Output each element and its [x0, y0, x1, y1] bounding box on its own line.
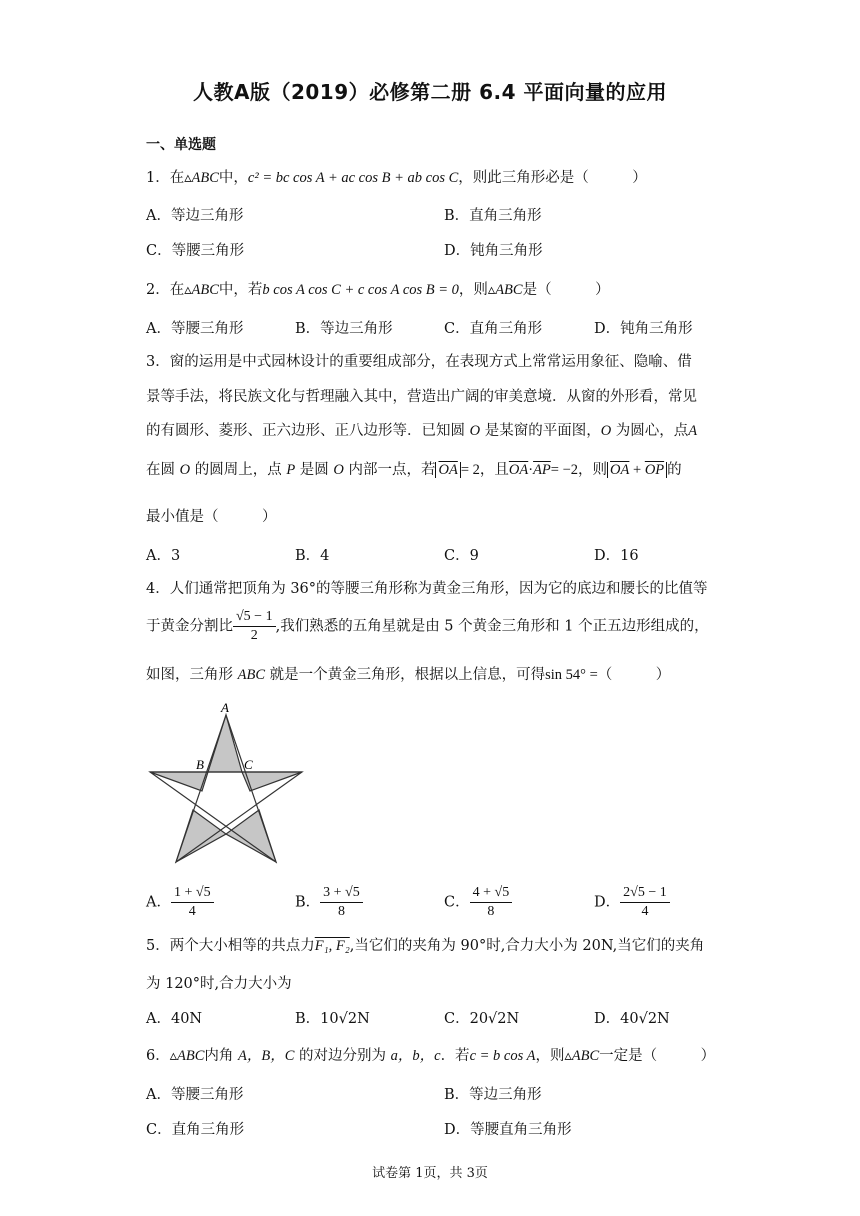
left-arm	[150, 772, 208, 791]
q6-option-c: C．直角三角形	[146, 1122, 245, 1138]
page-title: 人教A版（2019）必修第二册 6.4 平面向量的应用	[193, 80, 667, 104]
section-heading: 一、单选题	[146, 137, 216, 153]
q6-option-b: B．等边三角形	[444, 1087, 542, 1103]
q1-option-a: A．等边三角形	[146, 208, 244, 224]
golden-ratio-fraction: $\frac{√5 - 1}{2}$	[233, 608, 276, 645]
q5-option-c: C．20√2N	[444, 1011, 520, 1027]
q2-option-b: B．等边三角形	[295, 321, 393, 337]
q1-option-b: B．直角三角形	[444, 208, 542, 224]
q4-option-a: A． $\frac{1 + √5}{4}$	[146, 884, 214, 921]
page-footer: 试卷第 1页，共 3页	[372, 1166, 488, 1181]
vertex-label-a: A	[221, 700, 229, 715]
left-leg	[176, 810, 226, 862]
question-3-line-1: 3．窗的运用是中式园林设计的重要组成部分，在表现方式上常常运用象征、隐喻、借	[146, 354, 692, 370]
q5-option-a: A．40N	[146, 1011, 203, 1027]
pentagram-figure	[146, 700, 306, 870]
question-3-line-4: 在圆 O 的圆周上，点 P 是圆 O 内部一点，若 $\overline{OA} = 2$，且$\overline{OA}\cdot\overline{AP}= -2$，则 $\overline{OA} + \overline{OP}$ 的	[146, 462, 682, 478]
golden-triangle-abc	[208, 715, 242, 772]
question-2-stem: 2．在▵ABC中，若b cos A cos C + c cos A cos B = 0，则▵ABC是（ ）	[146, 282, 610, 298]
q4-option-d: D． $\frac{2√5 - 1}{4}$	[594, 884, 670, 921]
q1-option-c: C．等腰三角形	[146, 243, 245, 259]
q3-option-b: B．4	[295, 548, 330, 564]
q2-option-c: C．直角三角形	[444, 321, 543, 337]
question-3-line-3: 的有圆形、菱形、正六边形、正八边形等．已知圆 O 是某窗的平面图，O 为圆心，点A	[146, 423, 698, 439]
q1-option-d: D．钝角三角形	[444, 243, 543, 259]
q5-option-d: D．40√2N	[594, 1011, 670, 1027]
q3-option-c: C．9	[444, 548, 479, 564]
question-5-line-2: 为 120°时,合力大小为	[146, 976, 292, 992]
vertex-label-b: B	[196, 757, 204, 772]
question-4-line-1: 4．人们通常把顶角为 36°的等腰三角形称为黄金三角形，因为它的底边和腰长的比值等	[146, 581, 708, 597]
question-1-stem: 1．在▵ABC中，c² = bc cos A + ac cos B + ab cos C，则此三角形必是（ ）	[146, 170, 647, 186]
question-3-line-2: 景等手法，将民族文化与哲理融入其中，营造出广阔的审美意境．从窗的外形看，常见	[146, 389, 697, 405]
question-6-stem: 6．▵ABC内角 A，B，C 的对边分别为 a，b，c．若c = b cos A，则▵ABC一定是（ ）	[146, 1048, 716, 1064]
vertex-label-c: C	[244, 757, 253, 772]
q6-option-a: A．等腰三角形	[146, 1087, 244, 1103]
question-4-line-3: 如图，三角形 ABC 就是一个黄金三角形，根据以上信息，可得sin 54° =（ ）	[146, 667, 671, 683]
q3-option-d: D．16	[594, 548, 639, 564]
q6-option-d: D．等腰直角三角形	[444, 1122, 572, 1138]
q5-option-b: B．10√2N	[295, 1011, 370, 1027]
question-4-line-2: 于黄金分割比 $\frac{√5 - 1}{2}$ ,我们熟悉的五角星就是由 5 个黄金三角形和 1 个正五边形组成的，	[146, 609, 709, 643]
q4-option-c: C． $\frac{4 + √5}{8}$	[444, 884, 512, 921]
question-5-line-1: 5．两个大小相等的共点力F₁, F₂,当它们的夹角为 90°时,合力大小为 20N,当它们的夹角	[146, 938, 705, 954]
question-3-line-5: 最小值是（ ）	[146, 509, 277, 525]
q4-option-b: B． $\frac{3 + √5}{8}$	[295, 884, 363, 921]
right-leg	[226, 810, 276, 862]
q3-option-a: A．3	[146, 548, 181, 564]
q2-option-a: A．等腰三角形	[146, 321, 244, 337]
q2-option-d: D．钝角三角形	[594, 321, 693, 337]
